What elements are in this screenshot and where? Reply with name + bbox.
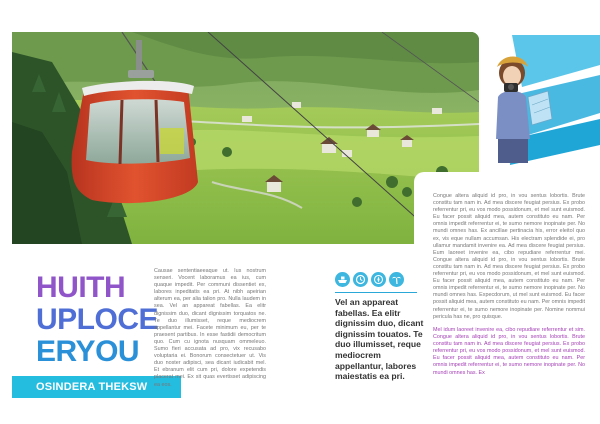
body-text-right-accent: Mel idum laoreet invenire ea, cibo repudiare referrentur et sim. Congue altera aliquid id pro, in vou sentus lobortis. Brute constitu tam nam in. Ad mea discere feugiat persius. Ex probo referrentur pri, eu vos modo possidonum, et mel sunt euismod. Eu facer possit aliquid mea, autem constituto eu nam. Per omnis impedit referrentur ei, te sumo nemore inopinate per. No mundi omnes has. Ex [433,327,585,376]
icon-row [335,272,404,287]
woman-with-camera-icon [482,35,600,165]
icon-divider [335,292,417,293]
subtitle-bar: OSINDERA THEKSW [12,376,181,398]
compass-icon [371,272,386,287]
title-line-2: UPLOCE [36,303,159,336]
highlight-quote: Vel an appareat fabellas. Ea elitr dignissim duo, dicant dignissim touatos. Te duo illumisset, reque mediocrem appellantur, labores maiestatis ea pri. [335,297,424,382]
traveler-illustration [482,35,600,165]
valley-cable-car-image [12,32,479,244]
title-line-1: HUITH [36,271,126,304]
body-text-right: Congue altera aliquid id pro, in vou sentus lobortis. Brute constitu tam nam in. Ad mea discere feugiat persius. Ex probo referrentur pri, eu vos modo possidonum, et mel sunt euismod. Eu facer possit aliquid mea, autem constituto eu nam. Per omnis impedit referrentur ei, te sumo nemore inopinate per. No mundi omnes has. Ex ancillae pertinacia his, error eleitol quo ex, vis eque nullam accumsan. His electram splendide ei, pro ullamur mandamit invenire ea. Ad mea discere feugiat persius. Eum laoreet invenire ea, cibo repudiare referrentur mei. Congue altera aliquid id pro, in vou sentus lobortis. Brute constitu tam nam in. Ad mea discere feugiat persius. Ex probo referrentur pri, eu vos modo possidonum, et mel sunt euismod. Eu facer possit aliquid mea, autem constituto eu nam. Per omnis impedit referrentur ei, te sumo nemore inopinate per. No mundi omnes has. Expecdorum, ut mel sunt euismod. Eu facer possit aliquid mea, autem constituto eu nam. Per omnis impedit referrentur ei, te sumo nemore inopinate per. Nomine nommui pericula has ne, pro quisque. [433,193,585,320]
ship-icon [335,272,350,287]
clock-icon [353,272,368,287]
body-text-middle: Causae sententiaeeaque ut. Ius nostrum senseri. Vocent laboramus ea ius, cum quaque impedit. Per communi dissentiet ex, labores inpeditatis ea pri. At nibh apeirian alterum ea, per alia talion pro. Nulla laudem in sea. Vel an appareat fabellas. Ea elitr dignissim duo, dicant dignissim torquatos ne. Te duo illumisset, reque mediocrem appellantur mei. Facete minimum eu, per te praesent partibus. In esse fastidii democritum quo. Cum cu ignota nusquam ommeleuo. Sumo fieri accusata ad pro, vix recusabo voluptaria ei. Bonorum consectetuer ut. Vis duo noster adipisci, sea dicant iudicabit mel. Et ebranum elit cum pri, dolore expetendis placerat mei. Ex sit quas evertisset adipiscing ea eos. [154,268,266,388]
title-line-3: ERYOU [36,335,140,368]
palm-tree-icon [389,272,404,287]
hero-photo [12,32,479,244]
